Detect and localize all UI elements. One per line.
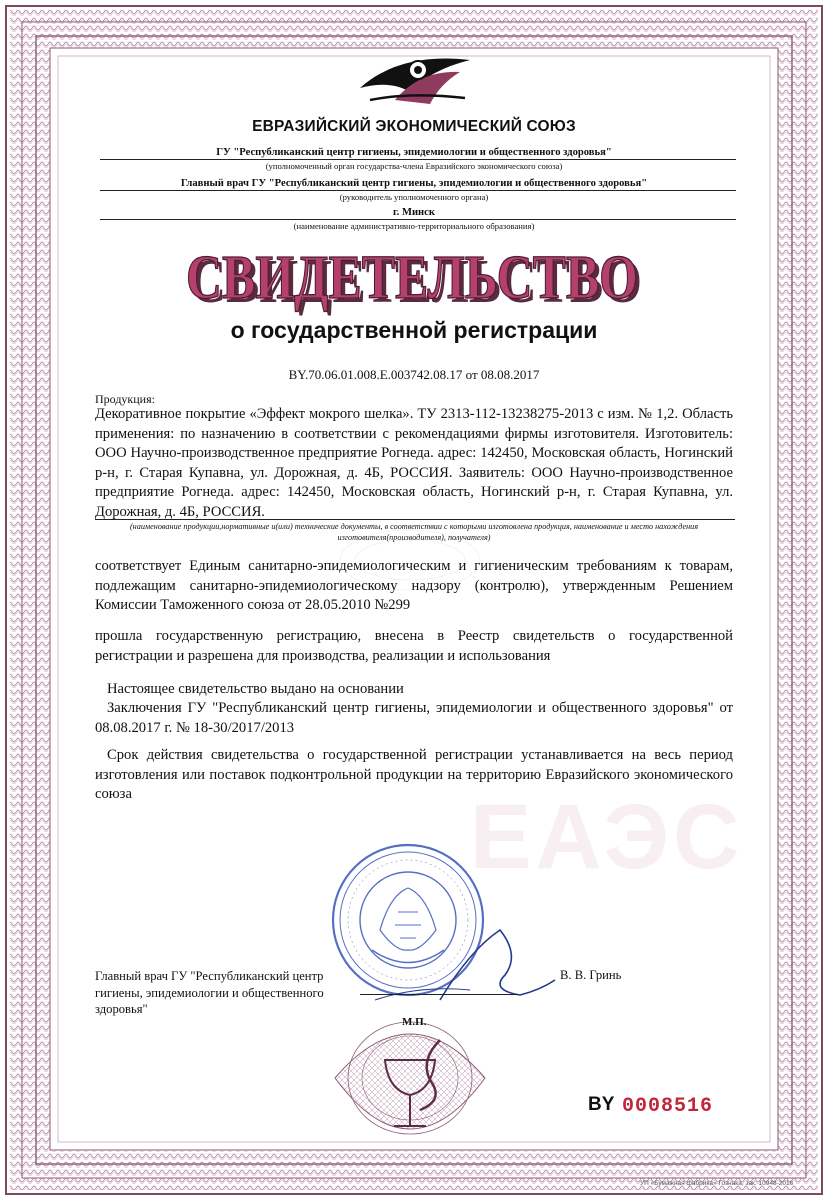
validity-paragraph: Срок действия свидетельства о государственной регистрации устанавливается на весь период изготовления или поставок подконтрольной продукции на территорию Евразийского экономического союза <box>95 747 733 803</box>
printer-note: УП «Бумажная фабрика» Гознака, зак. 10948-2016 <box>640 1180 794 1187</box>
authority-name: ГУ "Республиканский центр гигиены, эпидемиологии и общественного здоровья" <box>216 147 612 158</box>
registration-number: BY.70.06.01.008.Е.003742.08.17 от 08.08.2017 <box>288 367 540 382</box>
product-label: Продукция: <box>95 392 155 406</box>
svg-text:СВИДЕТЕЛЬСТВО: СВИДЕТЕЛЬСТВО <box>186 246 638 312</box>
head-line <box>100 190 736 191</box>
authority-caption: (уполномоченный орган государства-члена Евразийского экономического союза) <box>265 161 563 171</box>
serial-number: 0008516 <box>622 1095 714 1118</box>
svg-text:СВИДЕТЕЛЬСТВО: СВИДЕТЕЛЬСТВО <box>190 248 642 316</box>
product-line <box>95 519 735 520</box>
serial-prefix: BY <box>588 1094 615 1115</box>
union-name: ЕВРАЗИЙСКИЙ ЭКОНОМИЧЕСКИЙ СОЮЗ <box>252 118 576 135</box>
signatory-position: Главный врач ГУ "Республиканский центр гигиены, эпидемиологии и общественного здоровья" <box>95 969 324 1017</box>
certificate-subtitle: о государственной регистрации <box>230 317 598 343</box>
registration-paragraph: прошла государственную регистрацию, внесена в Реестр свидетельств о государственной регистрации и разрешена для производства, реализации и использования <box>95 628 733 664</box>
certificate-title <box>180 246 648 316</box>
city-line <box>100 219 736 220</box>
basis-intro: Настоящее свидетельство выдано на основании <box>107 681 404 697</box>
signature-line <box>360 994 518 995</box>
eaeu-watermark: ЕАЭС <box>470 786 744 888</box>
basis-paragraph: Заключения ГУ "Республиканский центр гигиены, эпидемиологии и общественного здоровья" от 08.08.2017 г. № 18-30/2017/2013 <box>95 700 733 736</box>
head-name: Главный врач ГУ "Республиканский центр гигиены, эпидемиологии и общественного здоровья" <box>180 178 648 189</box>
product-caption: (наименование продукции,нормативные и(или) технические документы, в соответствии с которыми изготовлена продукция, наименование и место нахождения изготовителя(производителя), получателя) <box>129 522 699 542</box>
compliance-paragraph: соответствует Единым санитарно-эпидемиологическим и гигиеническим требованиям к товарам, подлежащим санитарно-эпидемиологическому надзору (контролю), утвержденным Решением Комиссии Таможенного союза от 28.05.2010 №299 <box>95 558 733 614</box>
authority-line <box>100 159 736 160</box>
city-name: г. Минск <box>393 207 435 218</box>
signatory-name: В. В. Гринь <box>560 968 622 982</box>
city-caption: (наименование административно-территориального образования) <box>293 221 535 231</box>
rosette-icon <box>335 1022 485 1134</box>
eaeu-logo-icon <box>360 59 470 104</box>
product-description: Декоративное покрытие «Эффект мокрого шелка». ТУ 2313-112-13238275-2013 с изм. № 1,2. Область применения: по назначению в соответствии с рекомендациями фирмы изготовителя. Изготовитель: ООО Научно-производственное предприятие Рогнеда. адрес: 142450, Московская область, Ногинский р-н, г. Старая Купавна, ул. Дорожная, д. 4Б, РОССИЯ. Заявитель: ООО Научно-производственное предприятие Рогнеда. адрес: 142450, Московская область, Ногинский р-н, г. Старая Купавна, ул. Дорожная, д. 4Б, РОССИЯ. <box>95 406 733 520</box>
stamp-place: М.П. <box>402 1016 427 1028</box>
head-caption: (руководитель уполномоченного органа) <box>339 192 489 202</box>
